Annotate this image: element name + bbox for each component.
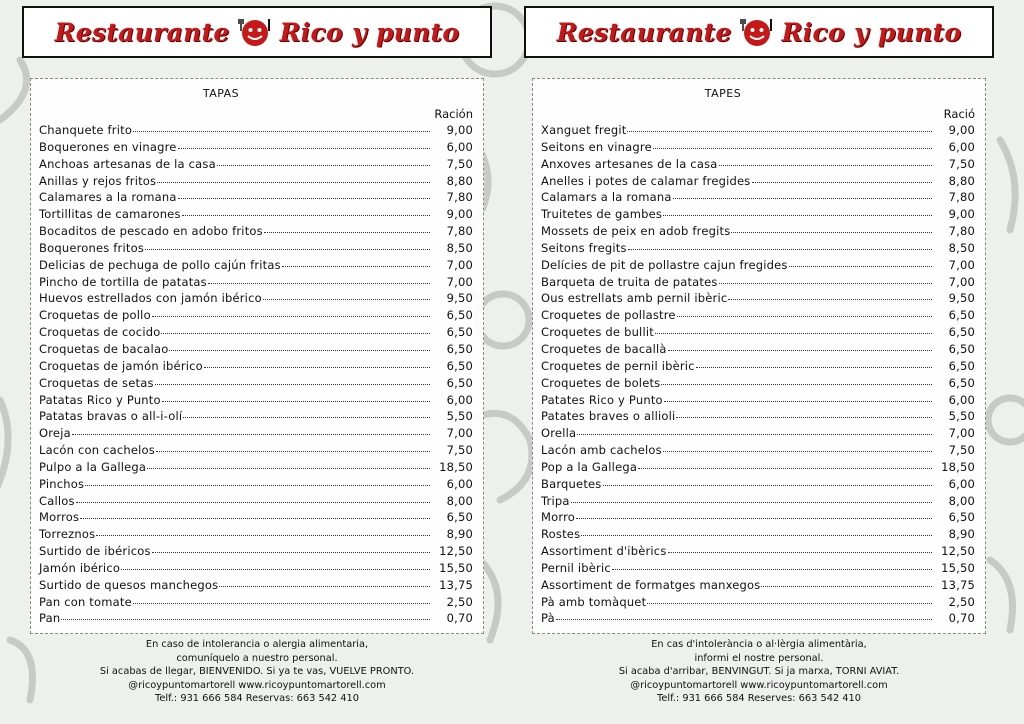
dot-leader (676, 417, 932, 418)
menu-item (39, 241, 473, 258)
dot-leader (752, 182, 933, 183)
dot-leader (204, 367, 430, 368)
menu-item-name: Assortiment d'ibèrics (541, 544, 667, 559)
menu-item-price: 15,50 (439, 560, 473, 575)
menu-item (541, 308, 975, 325)
menu-item-price: 18,50 (439, 459, 473, 474)
dot-leader (663, 215, 932, 216)
menu-item (39, 359, 473, 376)
dot-leader (696, 367, 932, 368)
menu-item (541, 140, 975, 157)
menu-item-name: Morros (39, 510, 80, 525)
menu-item-name: Pan con tomate (39, 594, 132, 609)
menu-item-name: Croquetas de jamón ibérico (39, 358, 203, 373)
dot-leader (556, 619, 932, 620)
menu-item-price: 0,70 (446, 611, 473, 626)
menu-item-price: 13,75 (439, 577, 473, 592)
menu-item (541, 527, 975, 544)
menu-item-name: Croquetes de pollastre (541, 308, 676, 323)
footer-line: @ricoypuntomartorell www.ricoypuntomartorell.com (630, 679, 888, 691)
menu-item (541, 342, 975, 359)
restaurant-banner (22, 6, 492, 58)
dot-leader (178, 148, 430, 149)
menu-item-price: 5,50 (446, 409, 473, 424)
dot-leader (655, 333, 932, 334)
menu-item (541, 477, 975, 494)
menu-item-name: Jamón ibérico (39, 560, 121, 575)
dot-leader (155, 384, 430, 385)
dot-leader (663, 451, 932, 452)
menu-item-price: 6,00 (446, 139, 473, 154)
menu-item-price: 9,00 (948, 207, 975, 222)
menu-item-price: 6,50 (948, 510, 975, 525)
footer-line: Si acabas de llegar, BIENVENIDO. Si ya te vas, VUELVE PRONTO. (99, 666, 415, 677)
menu-item (541, 258, 975, 275)
menu-item-name: Xanguet fregit (541, 123, 627, 137)
dot-leader (147, 468, 430, 469)
menu-item-name: Pulpo a la Gallega (39, 459, 147, 474)
menu-item-name: Anillas y rejos fritos (39, 173, 157, 188)
menu-item (39, 578, 473, 595)
menu-item (39, 258, 473, 275)
menu-item (39, 207, 473, 224)
menu-item (541, 190, 975, 207)
menu-item (39, 123, 473, 140)
menu-item-name: Calamars a la romana (541, 190, 672, 205)
menu-item-name: Anelles i potes de calamar fregides (541, 173, 751, 188)
dot-leader (728, 299, 932, 300)
menu-item (39, 409, 473, 426)
menu-item-price: 7,00 (446, 426, 473, 441)
menu-item (541, 409, 975, 426)
menu-item (541, 443, 975, 460)
footer-line: comuníquelo a nuestro personal. (176, 652, 338, 664)
menu-item-price: 12,50 (941, 544, 975, 559)
dot-leader (133, 131, 430, 132)
dot-leader (156, 451, 430, 452)
dot-leader (182, 215, 430, 216)
menu-item (39, 460, 473, 477)
restaurant-banner (524, 6, 994, 58)
menu-item-name: Rostes (541, 527, 581, 542)
menu-item-price: 9,00 (948, 123, 975, 137)
menu-item (541, 494, 975, 511)
menu-item-price: 6,50 (446, 358, 473, 373)
dot-leader (161, 333, 430, 334)
menu-item-name: Patatas Rico y Punto (39, 392, 161, 407)
menu-item (39, 595, 473, 612)
menu-item-price: 6,50 (446, 510, 473, 525)
dot-leader (152, 316, 430, 317)
menu-item-price: 7,80 (948, 224, 975, 239)
menu-item-name: Bocaditos de pescado en adobo fritos (39, 224, 263, 239)
menu-item-price: 6,00 (446, 392, 473, 407)
menu-item-price: 9,50 (446, 291, 473, 306)
menu-item (39, 308, 473, 325)
menu-item-name: Ous estrellats amb pernil ibèric (541, 291, 728, 306)
menu-item-name: Torreznos (39, 527, 96, 542)
menu-item-name: Pinchos (39, 476, 85, 491)
menu-item-price: 7,80 (446, 224, 473, 239)
dot-leader (72, 434, 430, 435)
menu-items (541, 123, 975, 628)
menu-item-price: 6,50 (446, 308, 473, 323)
dot-leader (577, 434, 932, 435)
menu-item (541, 291, 975, 308)
menu-item-price: 7,50 (948, 156, 975, 171)
menu-item (541, 241, 975, 258)
dot-leader (677, 316, 932, 317)
dot-leader (647, 603, 932, 604)
menu-item-name: Mossets de peix en adob fregits (541, 224, 731, 239)
footer-line: informi el nostre personal. (694, 652, 824, 664)
smiley-chef-logo-icon (740, 15, 774, 49)
dot-leader (80, 518, 430, 519)
menu-item (541, 578, 975, 595)
menu-item-price: 7,00 (948, 257, 975, 272)
menu-item (39, 190, 473, 207)
menu-item-name: Barqueta de truita de patates (541, 274, 718, 289)
menu-item (541, 595, 975, 612)
menu-item-name: Croquetas de pollo (39, 308, 151, 323)
dot-leader (789, 266, 932, 267)
menu-item-price: 6,00 (948, 139, 975, 154)
menu-item-name: Truitetes de gambes (541, 207, 663, 222)
menu-item-price: 7,80 (446, 190, 473, 205)
smiley-chef-logo-icon (238, 15, 272, 49)
menu-item-name: Huevos estrellados con jamón ibérico (39, 291, 262, 306)
menu-item-price: 7,80 (948, 190, 975, 205)
menu-item-name: Orella (541, 426, 577, 441)
menu-item-price: 7,50 (446, 443, 473, 458)
menu-item-name: Anchoas artesanas de la casa (39, 156, 216, 171)
menu-item (541, 561, 975, 578)
menu-item-name: Assortiment de formatges manxegos (541, 577, 761, 592)
menu-item-price: 5,50 (948, 409, 975, 424)
menu-item-price: 7,00 (446, 257, 473, 272)
footer-line: Si acaba d'arribar, BENVINGUT. Si ja marxa, TORNI AVIAT. (618, 666, 900, 677)
menu-item (39, 140, 473, 157)
brand-word-rico-y-punto: Rico y punto (279, 17, 460, 47)
menu-item-name: Pernil ibèric (541, 560, 611, 575)
menu-item-name: Tripa (541, 493, 570, 508)
dot-leader (576, 518, 932, 519)
menu-item (541, 544, 975, 561)
dot-leader (183, 417, 430, 418)
menu-item-price: 0,70 (948, 611, 975, 626)
menu-item-name: Surtido de quesos manchegos (39, 577, 219, 592)
menu-item-price: 7,00 (446, 274, 473, 289)
menu-item (39, 342, 473, 359)
menu-item (39, 561, 473, 578)
dot-leader (162, 401, 430, 402)
menu-item-price: 18,50 (941, 459, 975, 474)
menu-item-price: 13,75 (941, 577, 975, 592)
menu-item-price: 6,50 (948, 358, 975, 373)
menu-item-price: 6,00 (948, 392, 975, 407)
menu-item-price: 8,00 (948, 493, 975, 508)
dot-leader (96, 535, 430, 536)
menu-item (541, 359, 975, 376)
menu-item (39, 376, 473, 393)
menu-item-name: Seitons en vinagre (541, 139, 652, 154)
menu-item-name: Croquetes de pernil ibèric (541, 358, 695, 373)
menu-item (541, 611, 975, 628)
section-title: TAPAS (202, 87, 240, 100)
footer-line: Telf.: 931 666 584 Reservas: 663 542 410 (155, 693, 359, 704)
menu-item-price: 6,50 (948, 375, 975, 390)
menu-item-name: Lacón con cachelos (39, 443, 155, 458)
menu-item (541, 460, 975, 477)
menu-footer (524, 638, 994, 706)
menu-item-price: 6,50 (948, 308, 975, 323)
section-title: TAPES (704, 87, 742, 100)
menu-item-price: 7,00 (948, 274, 975, 289)
menu-item (541, 376, 975, 393)
dot-leader (121, 569, 430, 570)
menu-item-name: Pan (39, 611, 61, 626)
menu-item-price: 6,50 (948, 325, 975, 340)
price-column-header: Ración (434, 107, 473, 121)
menu-item-price: 8,50 (446, 240, 473, 255)
menu-item (541, 510, 975, 527)
menu-item-name: Barquetes (541, 476, 602, 491)
menu-item-name: Pincho de tortilla de patatas (39, 274, 207, 289)
menu-page-catalan (524, 6, 994, 718)
menu-item-price: 6,50 (446, 341, 473, 356)
menu-item-name: Croquetes de bacallà (541, 341, 667, 356)
menu-item-price: 6,50 (948, 341, 975, 356)
menu-item-name: Patates braves o allioli (541, 409, 676, 424)
menu-item (39, 443, 473, 460)
menu-item-name: Patates Rico y Punto (541, 392, 663, 407)
dot-leader (169, 350, 430, 351)
menu-item (39, 527, 473, 544)
menu-items (39, 123, 473, 628)
menu-item-name: Anxoves artesanes de la casa (541, 156, 718, 171)
menu-item-price: 8,90 (948, 527, 975, 542)
menu-item (39, 544, 473, 561)
menu-item (39, 275, 473, 292)
dot-leader (264, 232, 430, 233)
dot-leader (581, 535, 932, 536)
menu-item-price: 7,50 (446, 156, 473, 171)
dot-leader (208, 283, 430, 284)
menu-item-price: 6,00 (446, 476, 473, 491)
footer-line: En cas d'intolerància o al·lèrgia alimentària, (651, 639, 867, 650)
dot-leader (219, 586, 430, 587)
dot-leader (668, 552, 932, 553)
dot-leader (603, 485, 932, 486)
menu-item-name: Surtido de ibéricos (39, 544, 151, 559)
dot-leader (653, 148, 932, 149)
menu-item (541, 157, 975, 174)
menu-item (39, 393, 473, 410)
menu-item-name: Pà (541, 611, 555, 626)
dot-leader (85, 485, 430, 486)
menu-item-name: Chanquete frito (39, 123, 133, 137)
dot-leader (628, 249, 932, 250)
dot-leader (719, 165, 932, 166)
dot-leader (731, 232, 932, 233)
menu-item-price: 8,50 (948, 240, 975, 255)
footer-line: Telf.: 931 666 584 Reserves: 663 542 410 (657, 693, 861, 704)
menu-item-name: Croquetes de bullit (541, 325, 654, 340)
menu-item (39, 325, 473, 342)
dot-leader (761, 586, 932, 587)
menu-item-price: 8,80 (446, 173, 473, 188)
menu-item-price: 9,00 (446, 207, 473, 222)
menu-item-price: 6,50 (446, 325, 473, 340)
menu-item (39, 494, 473, 511)
menu-item (39, 477, 473, 494)
price-column-header: Ració (943, 107, 975, 121)
menu-item (541, 393, 975, 410)
menu-item (39, 291, 473, 308)
menu-item-name: Lacón amb cachelos (541, 443, 662, 458)
menu-item-name: Croquetes de bolets (541, 375, 661, 390)
menu-item-name: Boquerones en vinagre (39, 139, 177, 154)
dot-leader (612, 569, 932, 570)
menu-item-name: Seitons fregits (541, 240, 627, 255)
menu-item-name: Tortillitas de camarones (39, 207, 181, 222)
menu-item-name: Delícies de pit de pollastre cajun fregides (541, 257, 788, 272)
dot-leader (217, 165, 430, 166)
tapes-list-box (532, 78, 986, 634)
menu-item-name: Delicias de pechuga de pollo cajún fritas (39, 257, 281, 272)
menu-item (39, 426, 473, 443)
menu-item (39, 611, 473, 628)
dot-leader (638, 468, 932, 469)
footer-line: @ricoypuntomartorell www.ricoypuntomartorell.com (128, 679, 386, 691)
footer-line: En caso de intolerancia o alergia alimentaria, (145, 639, 369, 650)
menu-item-price: 2,50 (446, 594, 473, 609)
menu-item-price: 6,50 (446, 375, 473, 390)
tapas-list-box (30, 78, 484, 634)
menu-item-name: Croquetas de setas (39, 375, 154, 390)
dot-leader (719, 283, 932, 284)
menu-item (541, 123, 975, 140)
menu-item (39, 510, 473, 527)
menu-item-price: 9,00 (446, 123, 473, 137)
dot-leader (668, 350, 932, 351)
menu-item (541, 325, 975, 342)
menu-item-price: 2,50 (948, 594, 975, 609)
menu-item-name: Boquerones fritos (39, 240, 145, 255)
brand-word-rico-y-punto: Rico y punto (781, 17, 962, 47)
dot-leader (157, 182, 430, 183)
dot-leader (673, 198, 932, 199)
menu-item (541, 224, 975, 241)
menu-item (39, 224, 473, 241)
dot-leader (282, 266, 430, 267)
brand-word-restaurante: Restaurante (556, 17, 732, 47)
menu-page-spanish (22, 6, 492, 718)
menu-item-price: 8,90 (446, 527, 473, 542)
menu-item (541, 174, 975, 191)
dot-leader (661, 384, 932, 385)
menu-item (39, 157, 473, 174)
menu-item (541, 426, 975, 443)
menu-item-price: 7,00 (948, 426, 975, 441)
menu-item-price: 7,50 (948, 443, 975, 458)
dot-leader (133, 603, 430, 604)
menu-item-name: Patatas bravas o all-i-olí (39, 409, 183, 424)
menu-item-name: Morro (541, 510, 575, 525)
menu-item-price: 12,50 (439, 544, 473, 559)
menu-item (541, 207, 975, 224)
dot-leader (178, 198, 430, 199)
menu-item-price: 8,00 (446, 493, 473, 508)
dot-leader (76, 502, 430, 503)
dot-leader (152, 552, 430, 553)
menu-item-name: Oreja (39, 426, 71, 441)
menu-item-price: 15,50 (941, 560, 975, 575)
menu-footer (22, 638, 492, 706)
dot-leader (61, 619, 430, 620)
menu-item (39, 174, 473, 191)
menu-item-name: Croquetas de bacalao (39, 341, 169, 356)
menu-item-name: Callos (39, 493, 75, 508)
menu-item-price: 6,00 (948, 476, 975, 491)
dot-leader (263, 299, 430, 300)
brand-word-restaurante: Restaurante (54, 17, 230, 47)
dot-leader (627, 131, 932, 132)
menu-item (541, 275, 975, 292)
menu-item-name: Pà amb tomàquet (541, 594, 647, 609)
dot-leader (145, 249, 430, 250)
menu-item-price: 8,80 (948, 173, 975, 188)
dot-leader (664, 401, 932, 402)
menu-item-name: Croquetas de cocido (39, 325, 161, 340)
menu-item-price: 9,50 (948, 291, 975, 306)
menu-item-name: Calamares a la romana (39, 190, 177, 205)
menu-item-name: Pop a la Gallega (541, 459, 638, 474)
dot-leader (571, 502, 932, 503)
